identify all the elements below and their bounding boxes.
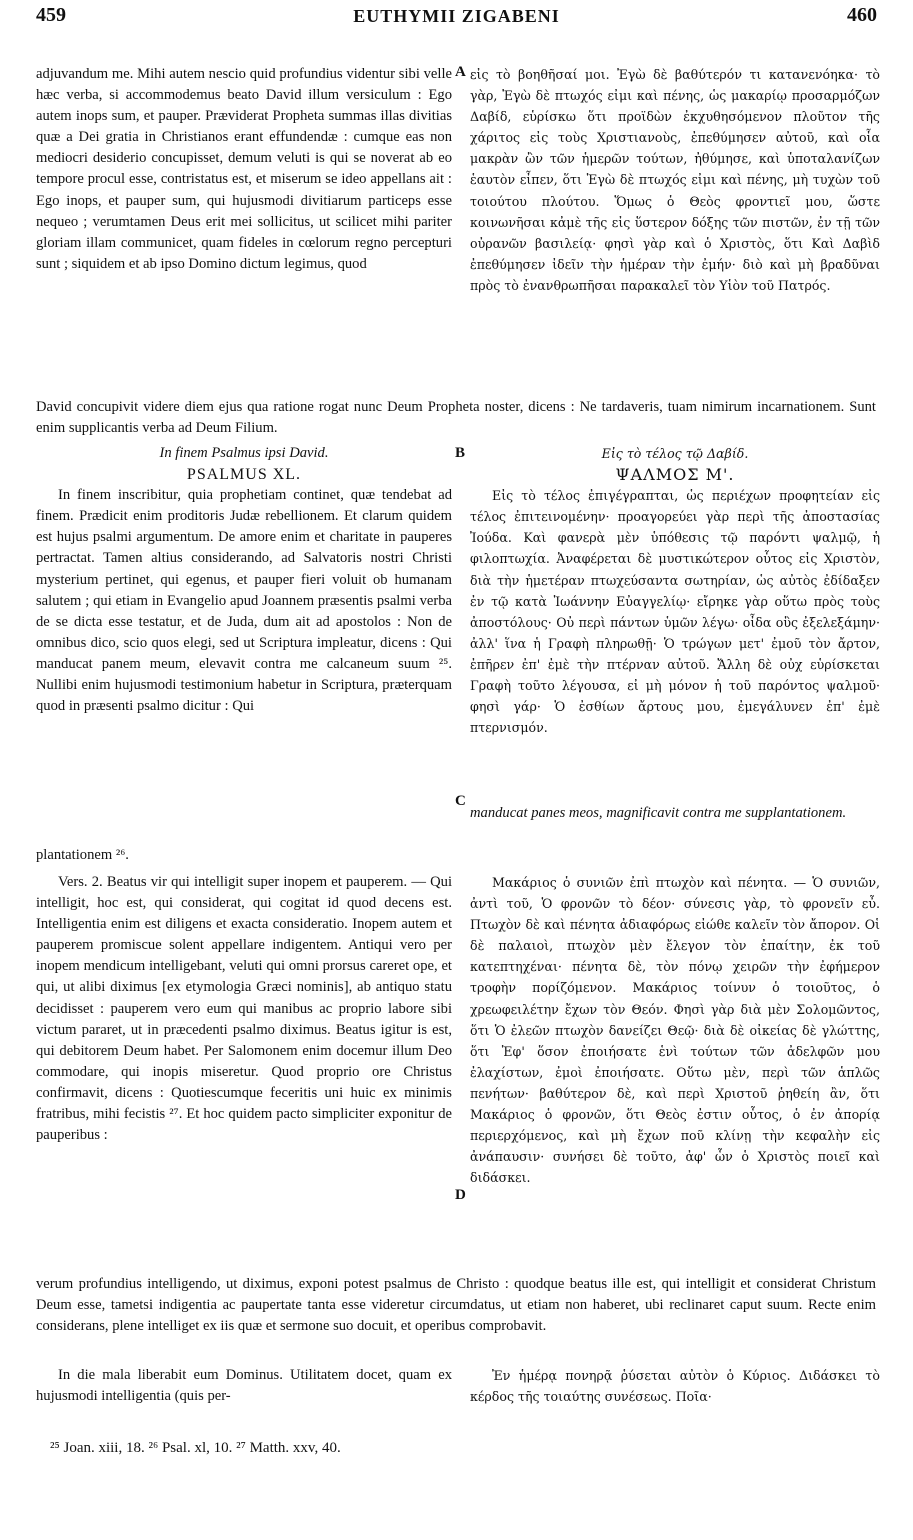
running-header	[36, 4, 877, 34]
greek-column-1	[470, 64, 880, 396]
latin-psalm-inscription: In finem Psalmus ipsi David.	[159, 445, 329, 461]
greek-paragraph: εἰς τὸ βοηθῆσαί μοι. Ἐγὼ δὲ βαθύτερόν τι κατανενόηκα· τὸ γὰρ, Ἐγὼ δὲ πτωχός εἰμι καὶ πένης, ὡς μακαρίῳ προσαρμόζων Δαβίδ, εὑρίσκω ὅτι προϊδὼν ἐκχυθησόμενον πλοῦτον τῆς χάριτος εἰς τοὺς Χριστιανοὺς, ἐπεθύμησεν αὐτοῦ, καὶ οἷα μακρὰν ὢν τῶν ἡμερῶν τούτων, ἠθύμησε, καὶ ὑποταλανίζων ἑαυτὸν εἶπεν, ὅτι Ἐγὼ δὲ πτωχός εἰμι καὶ πένης, μὴ τυχὼν τοῦ τοιούτου πλούτου. Ὅμως ὁ Θεὸς φροντιεῖ μου, ὥστε κοινωνῆσαι κἀμὲ τῆς εἰς ὕστερον δόξης τῶν πιστῶν, ἐν τῇ τῶν οὐρανῶν βασιλείᾳ· φησὶ γὰρ καὶ ὁ Χριστὸς, ὅτι Καὶ Δαβὶδ ἐπεθύμησεν ἰδεῖν τὴν ἡμέραν τὴν ἐμήν· διὸ καὶ μὴ βραδῦναι πρὸς τὸ ἐνανθρωπῆσαι παρακαλεῖ τὸν Υἱὸν τοῦ Πατρός.	[470, 67, 880, 293]
greek-column-4	[470, 1365, 880, 1409]
latin-paragraph: In die mala liberabit eum Dominus. Utilitatem docet, quam ex hujusmodi intelligentia (quis per-	[36, 1367, 452, 1405]
footnotes: ²⁵ Joan. xiii, 18. ²⁶ Psal. xl, 10. ²⁷ Matth. xxv, 40.	[50, 1440, 341, 1456]
latin-paragraph: Vers. 2. Beatus vir qui intelligit super inopem et pauperem. — Qui intelligit, hoc est, qui considerat, qui cogitat id quod decens est. Intelligentia enim est diligens et exacta consideratio. Inopem autem et pauperem promiscue solent appellare indigentem. Antiqui vero per inopem mendicum intelligebant, veluti qui omni prorsus careret ope, et qui, ut alibi diximus [ex etymologia Græci nominis], ab antiquo statu decidisset : pauperem vero eum qui manibus ac proprio labore sibi victum pararet, ut in præcedenti psalmo diximus. Beatus igitur is est, qui debitorem Deum habet. Per Salomonem enim docemur illum Deo commodare, qui inopis miseretur. Quod proprio ore Christus confirmavit, dicens : Quotiescumque feceritis uni huic ex minimis fratribus, mihi fecistis ²⁷. Et hoc quidem pacto simpliciter exponitur de pauperibus :	[36, 874, 452, 1144]
margin-letter-b: B	[455, 445, 466, 461]
greek-paragraph: Ἐν ἡμέρᾳ πονηρᾷ ῥύσεται αὐτὸν ὁ Κύριος. Διδάσκει τὸ κέρδος τῆς τοιαύτης συνέσεως. Ποῖα·	[470, 1368, 880, 1405]
latin-continuation-right: manducat panes meos, magnificavit contra me supplantationem.	[470, 805, 847, 821]
margin-letter-c: C	[455, 793, 466, 809]
latin-column-2	[36, 443, 452, 865]
greek-column-3	[470, 872, 880, 1254]
full-width-text-1: David concupivit videre diem ejus qua ratione rogat nunc Deum Propheta noster, dicens : Ne tardaveris, tuam nimirum incarnationem. Sunt enim supplicantis verba ad Deum Filium.	[36, 399, 876, 437]
greek-psalm-inscription: Εἰς τὸ τέλος τῷ Δαβίδ.	[601, 446, 749, 461]
latin-column-4	[36, 1365, 452, 1409]
greek-psalm-heading: ΨΑΛΜΟΣ Μ'.	[615, 465, 735, 485]
greek-paragraph: Μακάριος ὁ συνιῶν ἐπὶ πτωχὸν καὶ πένητα. — Ὁ συνιῶν, ἀντὶ τοῦ, Ὁ φρονῶν τὸ δέον· σύνεσις γὰρ, τὸ φρονεῖν εὖ. Πτωχὸν δὲ καὶ πένητα ἀδιαφόρως εἰώθε καλεῖν τὸν ἄπορον. Οἱ δὲ παλαιοὶ, πτωχὸν μὲν ἔλεγον τὸν ἐπαίτην, ἐκ τοῦ κατεπτηχέναι· πένητα δὲ, τὸν πόνῳ χειρῶν τὴν ἐφήμερον τροφὴν πορίζόμενον. Μακάριος τοίνυν ὁ τοιοῦτος, ὁ χρεωφειλέτην ἔχων τὸν Θεόν. Φησὶ γὰρ διὰ μὲν Σολομῶντος, ὅτι Ὁ ἐλεῶν πτωχὸν δανείζει Θεῷ· διὰ δὲ οἰκείας δὲ γλώττης, ὅτι Ἐφ' ὅσον ἐποιήσατε ἑνὶ τούτων τῶν ἀδελφῶν μου ἐλαχίστων, ἐμοὶ ἐποιήσατε. Οὕτω μὲν, περὶ τῶν ἁπλῶς πενήτων· βαθύτερον δὲ, καὶ περὶ Χριστοῦ ῥηθείη ἂν, ὅτι Μακάριος ὁ φρονῶν, ὅτι Θεὸς ἐστιν οὗτος, ὁ ἐν ἀπορίᾳ περιερχόμενος, καὶ μὴ ἔχων ποῦ κλίνῃ τὴν κεφαλὴν εἰς ἀνάπαυσιν· συνήσει δὲ τοῦτο, ἀφ' ὧν ὁ Χριστὸς ποιεῖ καὶ διδάσκει.	[470, 875, 880, 1186]
greek-paragraph: Εἰς τὸ τέλος ἐπιγέγραπται, ὡς περιέχων προφητείαν εἰς τέλος ἐπιτεινομένην· προαγορεύει γὰρ περὶ τῆς ἀποστασίας Ἰούδα. Καὶ φανερὰ μὲν ὑπόθεσις τῷ παρόντι ψαλμῷ, ἡ φιλοπτωχία. Ἀναφέρεται δὲ μυστικώτερον οὗτος εἰς Χριστὸν, διὰ τὴν ἡμετέραν πτωχεύσαντα σωτηρίαν, ὡς αὐτὸς ἐδίδαξεν ἐν τῷ κατὰ Ἰωάννην Εὐαγγελίῳ· εἴρηκε γὰρ οὕτω πρὸς τοὺς ἀποστόλους· Οὐ περὶ πάντων ὑμῶν λέγω· οἶδα οὓς ἐξελεξάμην· ἀλλ' ἵνα ἡ Γραφὴ πληρωθῇ· Ὁ τρώγων μετ' ἐμοῦ τὸν ἄρτον, ἐπῆρεν ἐπ' ἐμὲ τὴν πτέρναν αὐτοῦ. Ἄλλη δὲ οὐχ εὑρίσκεται Γραφὴ τοῦτο λέγουσα, εἰ μὴ μόνον ἡ τοῦ παρόντος ψαλμοῦ· φησὶ γάρ· Ὁ ἐσθίων ἄρτους μου, ἐμεγάλυνεν ἐπ' ἐμὲ πτερνισμόν.	[470, 488, 880, 736]
margin-letter-d: D	[455, 1187, 466, 1203]
latin-column-3	[36, 872, 452, 1274]
page-title: EUTHYMII ZIGABENI	[353, 6, 560, 26]
latin-paragraph: adjuvandum me. Mihi autem nescio quid profundius videntur sibi velle hæc verba, si accommodemus beato David illum versiculum : Ego autem inops sum, et pauper. Præviderat Propheta summas illas divitias quæ a Dei gratia in Christianos erant effundendæ : cumque eas non mediocri desiderio concupisset, demum veluti is qui se noverat ab eo tempore procul esse, contristatus est, et miserum se ideo appellans ait : Ego inops, et pauper sum, qui hujusmodi divitiarum particeps esse nequeo ; verumtamen Deus erit mei sollicitus, ut scilicet mihi pariter gloriam illam communicet, quam fideles in cœlorum regno percepturi sunt ; siquidem et ab ipso Domino dictum legimus, quod	[36, 66, 452, 272]
latin-paragraph: In finem inscribitur, quia prophetiam continet, quæ tendebat ad finem. Prædicit enim proditoris Judæ rebellionem. Et clarum quidem est hujus psalmi argumentum. De amore enim et charitate in pauperes pertractat. Tamen altius considerando, ad Salvatoris nostri Christi mysterium pertinet, qui egenus, et pauper fieri voluit ob humanam salutem ; qui etiam in Evangelio apud Joannem præsentis psalmi verba de se dicta esse testatur, et de Juda, dum ait ad apostolos : Non de omnibus dico, scio quos elegi, sed ut Scriptura impleatur, dicens : Qui manducat panem meum, elevavit contra me calcaneum suum ²⁵. Nullibi enim hujusmodi testimonium habetur in Scriptura, præterquam quod in præsenti psalmo dicitur : Qui	[36, 487, 452, 715]
latin-continuation-left: plantationem ²⁶.	[36, 847, 129, 863]
latin-column-1	[36, 64, 452, 396]
latin-psalm-heading: PSALMUS XL.	[186, 466, 302, 484]
full-width-text-3: verum profundius intelligendo, ut diximus, exponi potest psalmus de Christo : quodque beatus ille est, qui intelligit et considerat Christum Deum esse, tametsi indigentia ac paupertate tanta esse videretur circumdatus, ut etiam non haberet, ubi reclinaret caput suum. Recte enim considerans, plene intelliget ex iis quæ et sermone suo docuit, et operibus comprobavit.	[36, 1276, 876, 1335]
page-number-right: 460	[847, 4, 877, 26]
greek-column-2	[470, 443, 880, 823]
margin-letter-a: A	[455, 64, 466, 80]
page-number-left: 459	[36, 4, 66, 26]
